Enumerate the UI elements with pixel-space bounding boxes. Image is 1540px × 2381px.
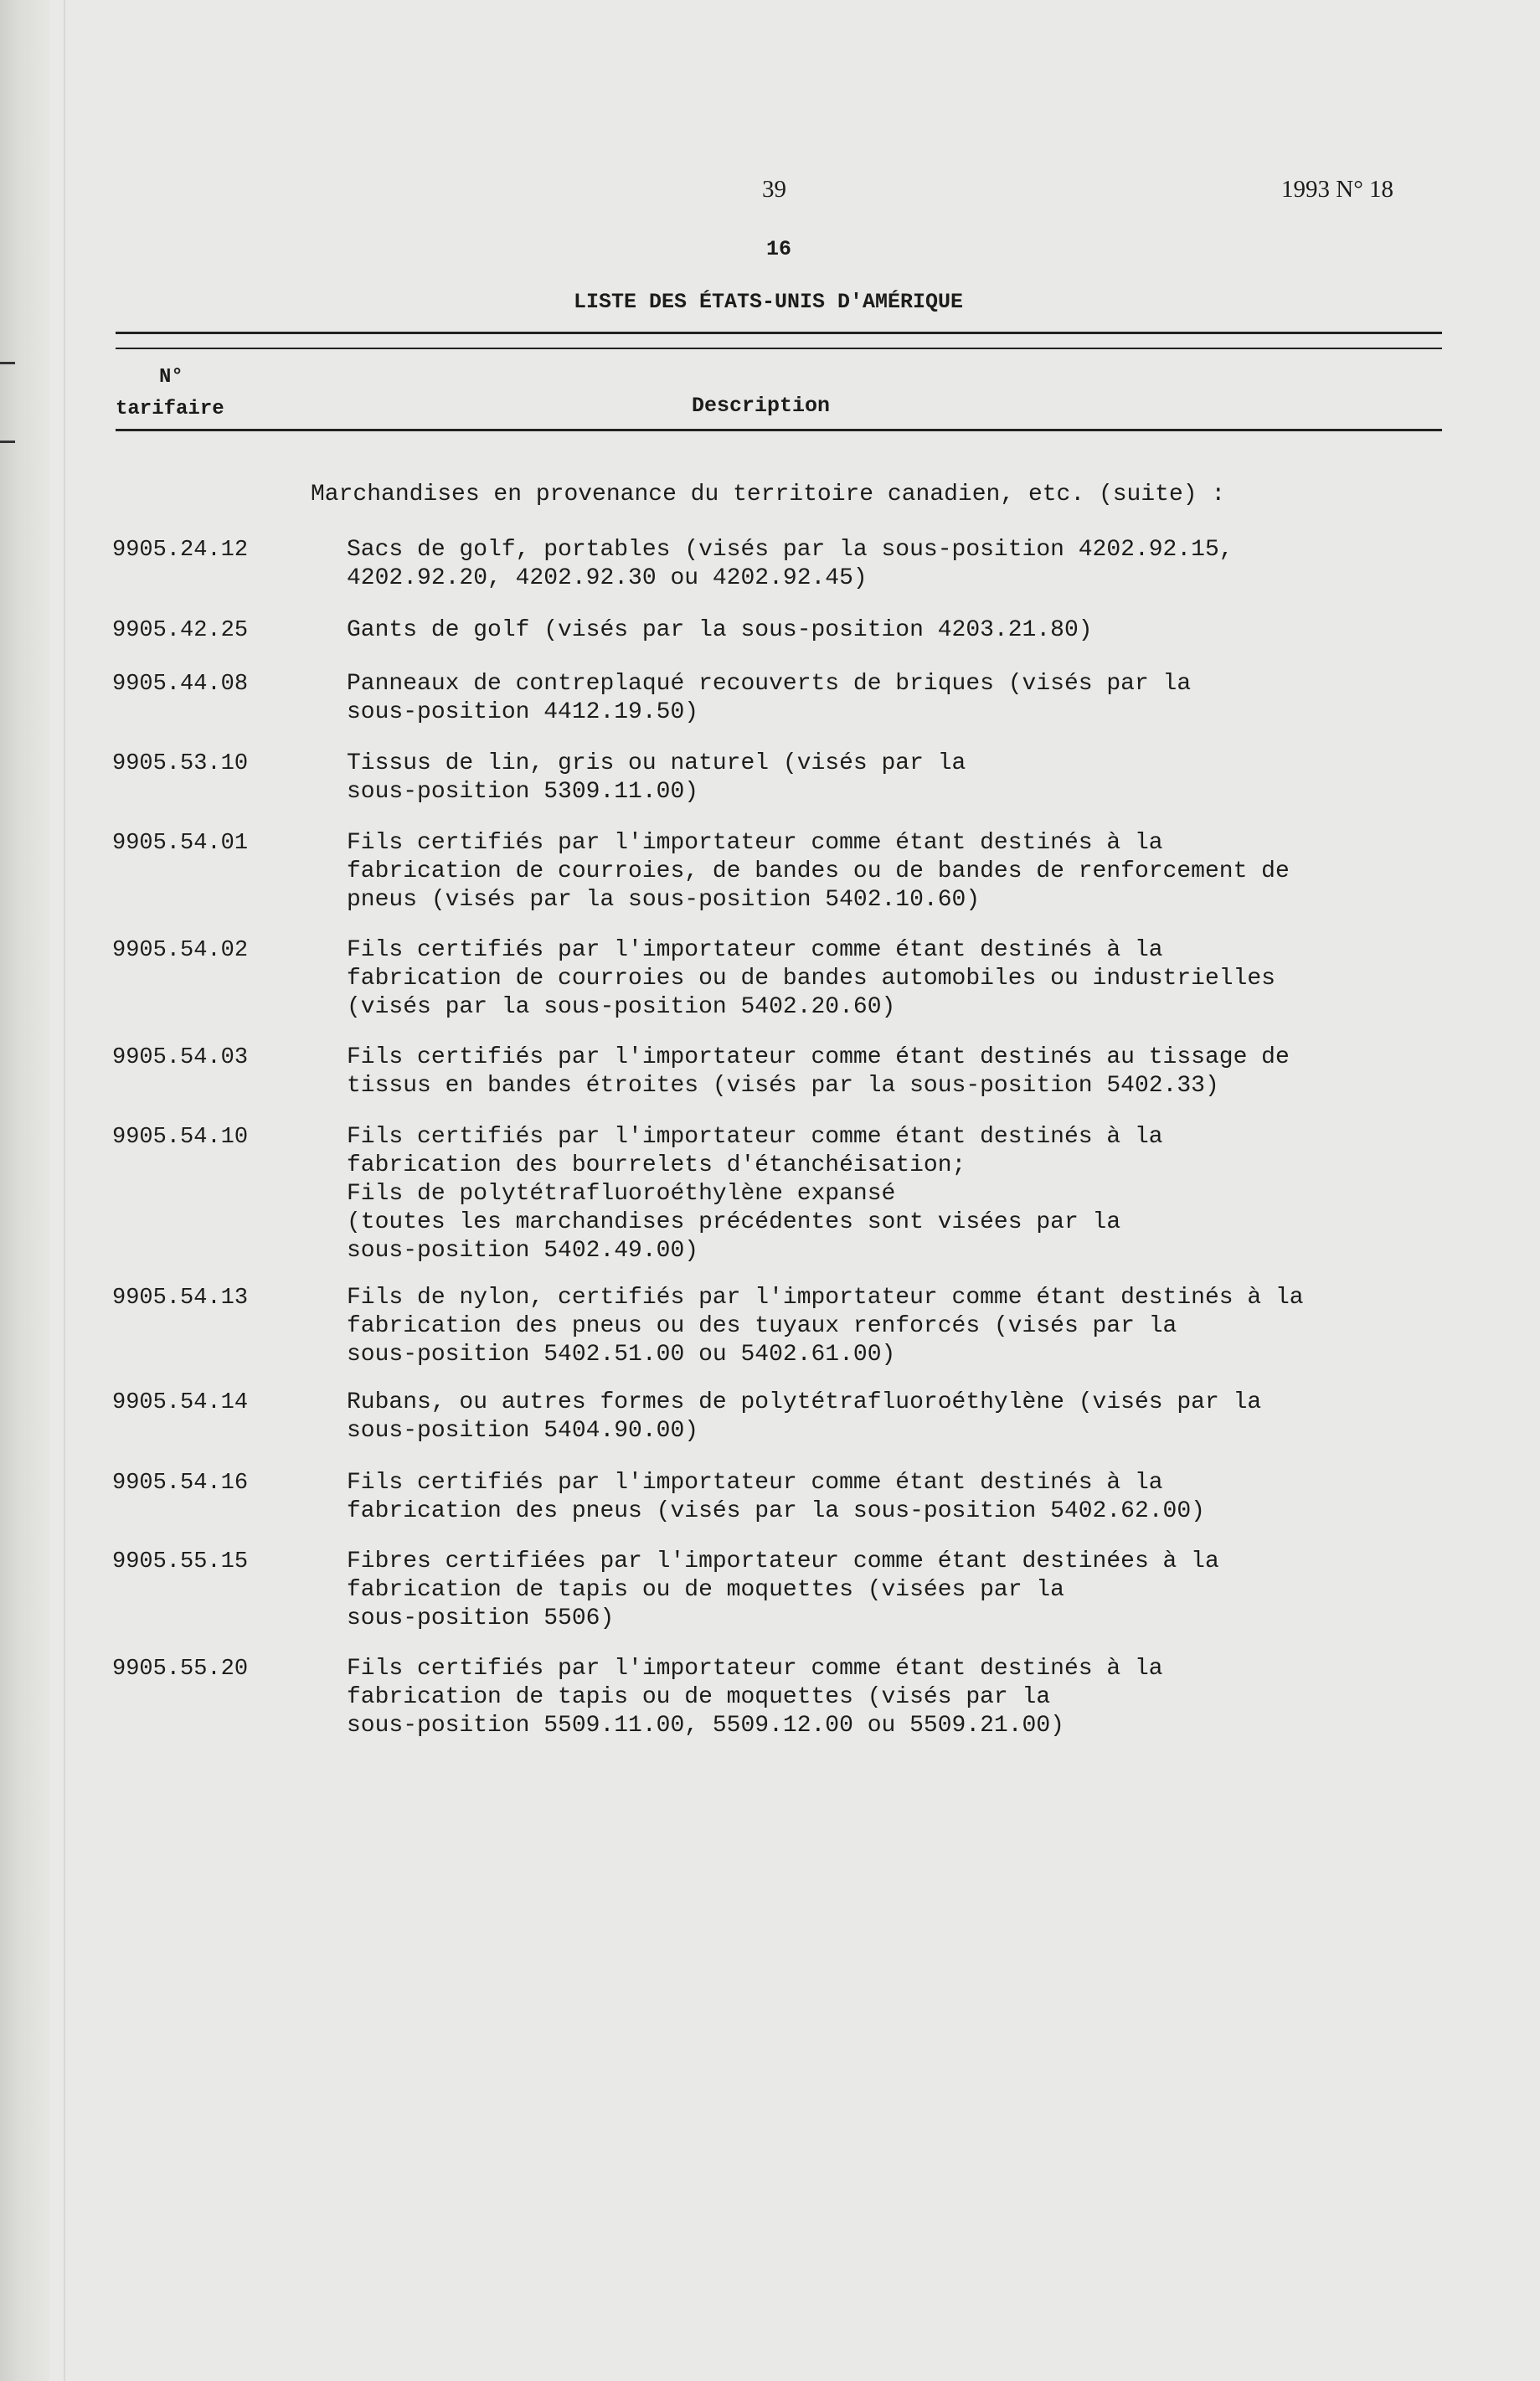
column-header-tariff-no-line1: N° bbox=[159, 366, 183, 389]
tariff-code: 9905.42.25 bbox=[112, 618, 249, 643]
tariff-description-line: sous-position 5309.11.00) bbox=[347, 779, 699, 805]
tariff-description-line: Fils certifiés par l'importateur comme étant destinés au tissage de bbox=[347, 1044, 1290, 1070]
tariff-description-line: Fibres certifiées par l'importateur comme étant destinées à la bbox=[347, 1549, 1219, 1574]
tariff-description-line: Fils de nylon, certifiés par l'importateur comme étant destinés à la bbox=[347, 1285, 1304, 1311]
tariff-description bbox=[347, 936, 1275, 1022]
tariff-description-line: fabrication de tapis ou de moquettes (visées par la bbox=[347, 1577, 1064, 1603]
issue-number: 1993 N° 18 bbox=[1281, 176, 1394, 203]
tariff-description-line: Sacs de golf, portables (visés par la sous-position 4202.92.15, bbox=[347, 537, 1234, 563]
column-header-description: Description bbox=[692, 394, 831, 418]
tariff-description-line: 4202.92.20, 4202.92.30 ou 4202.92.45) bbox=[347, 565, 868, 591]
tariff-description-line: (visés par la sous-position 5402.20.60) bbox=[347, 994, 896, 1020]
tariff-description-line: sous-position 5402.51.00 ou 5402.61.00) bbox=[347, 1342, 896, 1368]
tariff-description-line: Tissus de lin, gris ou naturel (visés par la bbox=[347, 750, 966, 776]
tariff-description-line: fabrication des pneus (visés par la sous-position 5402.62.00) bbox=[347, 1498, 1205, 1524]
tariff-description-line: Panneaux de contreplaqué recouverts de briques (visés par la bbox=[347, 671, 1192, 697]
list-title-text: LISTE DES ÉTATS-UNIS D'AMÉRIQUE bbox=[573, 290, 964, 314]
section-intro: Marchandises en provenance du territoire canadien, etc. (suite) : bbox=[311, 482, 1226, 508]
tariff-code: 9905.54.01 bbox=[112, 831, 249, 856]
tariff-description-line: sous-position 5509.11.00, 5509.12.00 ou 5509.21.00) bbox=[347, 1713, 1064, 1739]
tariff-description-line: sous-position 5404.90.00) bbox=[347, 1418, 699, 1444]
tariff-description-line: Fils certifiés par l'importateur comme étant destinés à la bbox=[347, 1656, 1163, 1682]
tariff-description-line: fabrication des pneus ou des tuyaux renforcés (visés par la bbox=[347, 1313, 1177, 1339]
tariff-code: 9905.44.08 bbox=[112, 672, 249, 697]
tariff-description-line: Fils certifiés par l'importateur comme étant destinés à la bbox=[347, 1470, 1163, 1496]
tariff-description-line: fabrication de tapis ou de moquettes (visés par la bbox=[347, 1684, 1051, 1710]
tariff-code: 9905.54.14 bbox=[112, 1390, 249, 1415]
list-title bbox=[0, 290, 1540, 314]
tariff-description bbox=[347, 1655, 1163, 1740]
tariff-code: 9905.55.20 bbox=[112, 1657, 249, 1682]
tariff-code: 9905.24.12 bbox=[112, 538, 249, 563]
tariff-code: 9905.55.15 bbox=[112, 1549, 249, 1574]
tariff-code: 9905.54.10 bbox=[112, 1125, 249, 1150]
top-rule-thin bbox=[116, 348, 1442, 349]
tariff-description-line: sous-position 4412.19.50) bbox=[347, 699, 699, 725]
column-header-tariff-no bbox=[116, 362, 224, 425]
tariff-description-line: Fils certifiés par l'importateur comme étant destinés à la bbox=[347, 1124, 1163, 1150]
column-header-tariff-no-line2: tarifaire bbox=[116, 398, 224, 420]
tariff-description bbox=[347, 1284, 1304, 1369]
tariff-description-line: Rubans, ou autres formes de polytétrafluoroéthylène (visés par la bbox=[347, 1389, 1262, 1415]
tariff-description-line: fabrication de courroies, de bandes ou de bandes de renforcement de bbox=[347, 858, 1290, 884]
tariff-description-line: Fils certifiés par l'importateur comme étant destinés à la bbox=[347, 937, 1163, 963]
tariff-description-line: (toutes les marchandises précédentes sont visées par la bbox=[347, 1209, 1121, 1235]
tariff-description bbox=[347, 1548, 1219, 1633]
page-number: 39 bbox=[762, 176, 786, 203]
tariff-description-line: Gants de golf (visés par la sous-position 4203.21.80) bbox=[347, 617, 1093, 643]
tariff-code: 9905.54.13 bbox=[112, 1286, 249, 1311]
tariff-description bbox=[347, 536, 1234, 593]
tariff-description bbox=[347, 616, 1093, 645]
tariff-description-line: fabrication des bourrelets d'étanchéisation; bbox=[347, 1152, 966, 1178]
tariff-description bbox=[347, 1044, 1290, 1100]
tariff-code: 9905.54.16 bbox=[112, 1471, 249, 1496]
tariff-description bbox=[347, 750, 966, 807]
header-bottom-rule bbox=[116, 429, 1442, 431]
schedule-number: 16 bbox=[766, 237, 792, 261]
tariff-description-line: Fils certifiés par l'importateur comme étant destinés à la bbox=[347, 830, 1163, 856]
tariff-description bbox=[347, 1389, 1261, 1446]
tariff-description bbox=[347, 829, 1290, 915]
tariff-description bbox=[347, 1123, 1163, 1265]
tariff-description bbox=[347, 670, 1191, 727]
tariff-description bbox=[347, 1469, 1205, 1526]
tariff-description-line: Fils de polytétrafluoroéthylène expansé bbox=[347, 1181, 896, 1207]
tariff-description-line: sous-position 5402.49.00) bbox=[347, 1238, 699, 1264]
tariff-description-line: tissus en bandes étroites (visés par la sous-position 5402.33) bbox=[347, 1073, 1219, 1099]
tariff-description-line: fabrication de courroies ou de bandes automobiles ou industrielles bbox=[347, 966, 1275, 992]
tariff-code: 9905.54.03 bbox=[112, 1045, 249, 1070]
tariff-code: 9905.53.10 bbox=[112, 751, 249, 776]
tariff-description-line: sous-position 5506) bbox=[347, 1605, 615, 1631]
top-rule bbox=[116, 332, 1442, 334]
tariff-code: 9905.54.02 bbox=[112, 938, 249, 963]
tariff-description-line: pneus (visés par la sous-position 5402.10.60) bbox=[347, 887, 981, 913]
